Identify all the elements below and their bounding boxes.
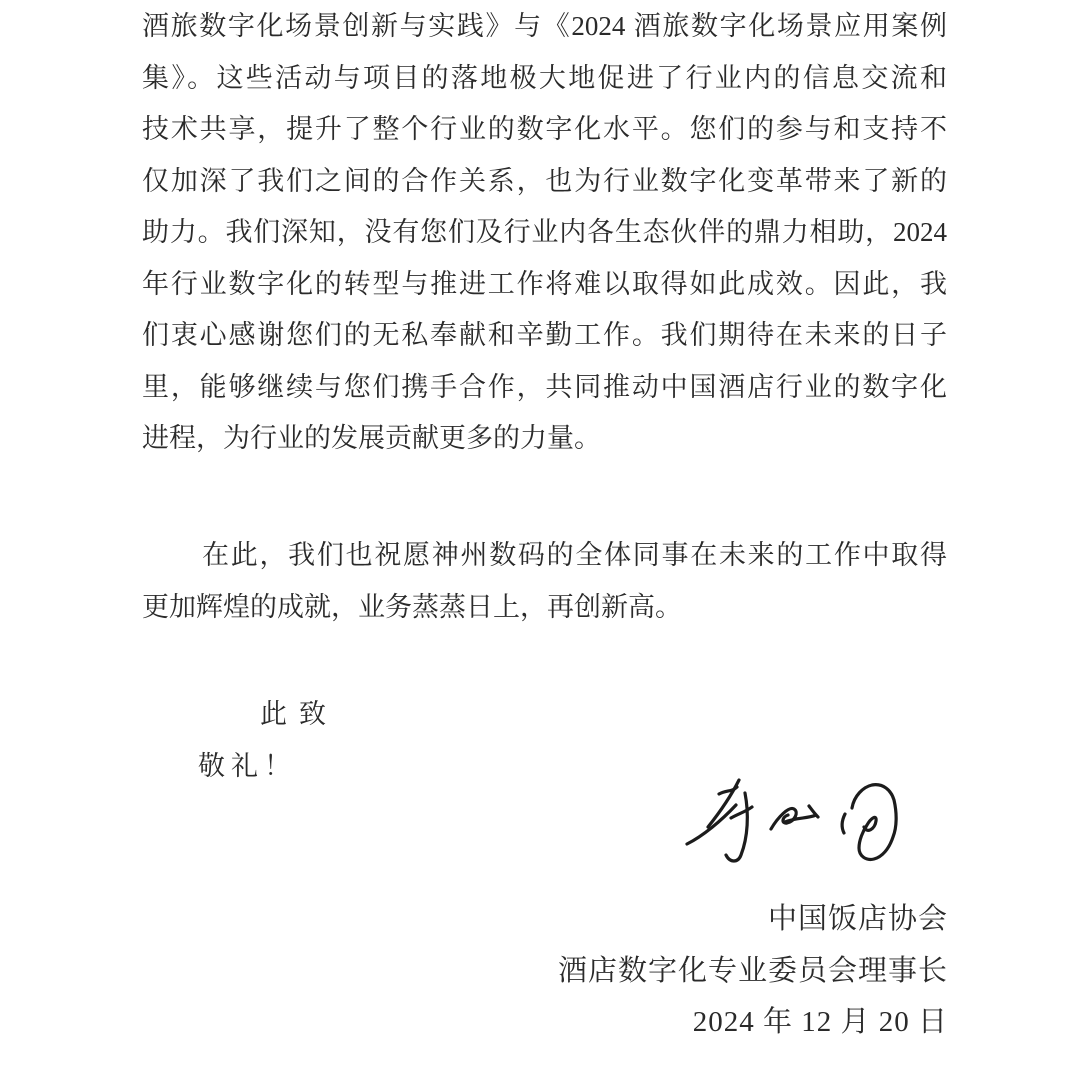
text-line: 助力。我们深知，没有您们及行业内各生态伙伴的鼎力相助，2024 bbox=[142, 217, 947, 247]
letter-date: 2024 年 12 月 20 日 bbox=[692, 1006, 948, 1038]
org-name: 中国饭店协会 bbox=[767, 903, 948, 935]
letter-body-paragraph-2 bbox=[142, 530, 947, 633]
text-line: 更加辉煌的成就，业务蒸蒸日上，再创新高。 bbox=[142, 591, 682, 622]
signer-title: 酒店数字化专业委员会理事长 bbox=[557, 954, 948, 987]
signature-block bbox=[558, 894, 948, 1049]
text-line: 集》。这些活动与项目的落地极大地促进了行业内的信息交流和 bbox=[142, 62, 947, 93]
handwritten-signature bbox=[675, 770, 905, 888]
letter-body-paragraph-1 bbox=[142, 1, 947, 465]
closing-respect: 敬礼！ bbox=[198, 750, 297, 781]
text-line: 们衷心感谢您们的无私奉献和辛勤工作。我们期待在未来的日子 bbox=[142, 320, 947, 350]
letter-closing bbox=[142, 689, 642, 792]
text-line: 在此，我们也祝愿神州数码的全体同事在未来的工作中取得 bbox=[202, 540, 947, 570]
text-line: 酒旅数字化场景创新与实践》与《2024 酒旅数字化场景应用案例 bbox=[142, 11, 947, 41]
text-line: 仅加深了我们之间的合作关系，也为行业数字化变革带来了新的 bbox=[142, 165, 947, 196]
text-line: 进程，为行业的发展贡献更多的力量。 bbox=[142, 423, 601, 453]
closing-salute: 此致 bbox=[260, 699, 338, 729]
text-line: 技术共享，提升了整个行业的数字化水平。您们的参与和支持不 bbox=[142, 114, 947, 144]
text-line: 年行业数字化的转型与推进工作将难以取得如此成效。因此，我 bbox=[142, 268, 947, 299]
text-line: 里，能够继续与您们携手合作，共同推动中国酒店行业的数字化 bbox=[142, 371, 947, 402]
